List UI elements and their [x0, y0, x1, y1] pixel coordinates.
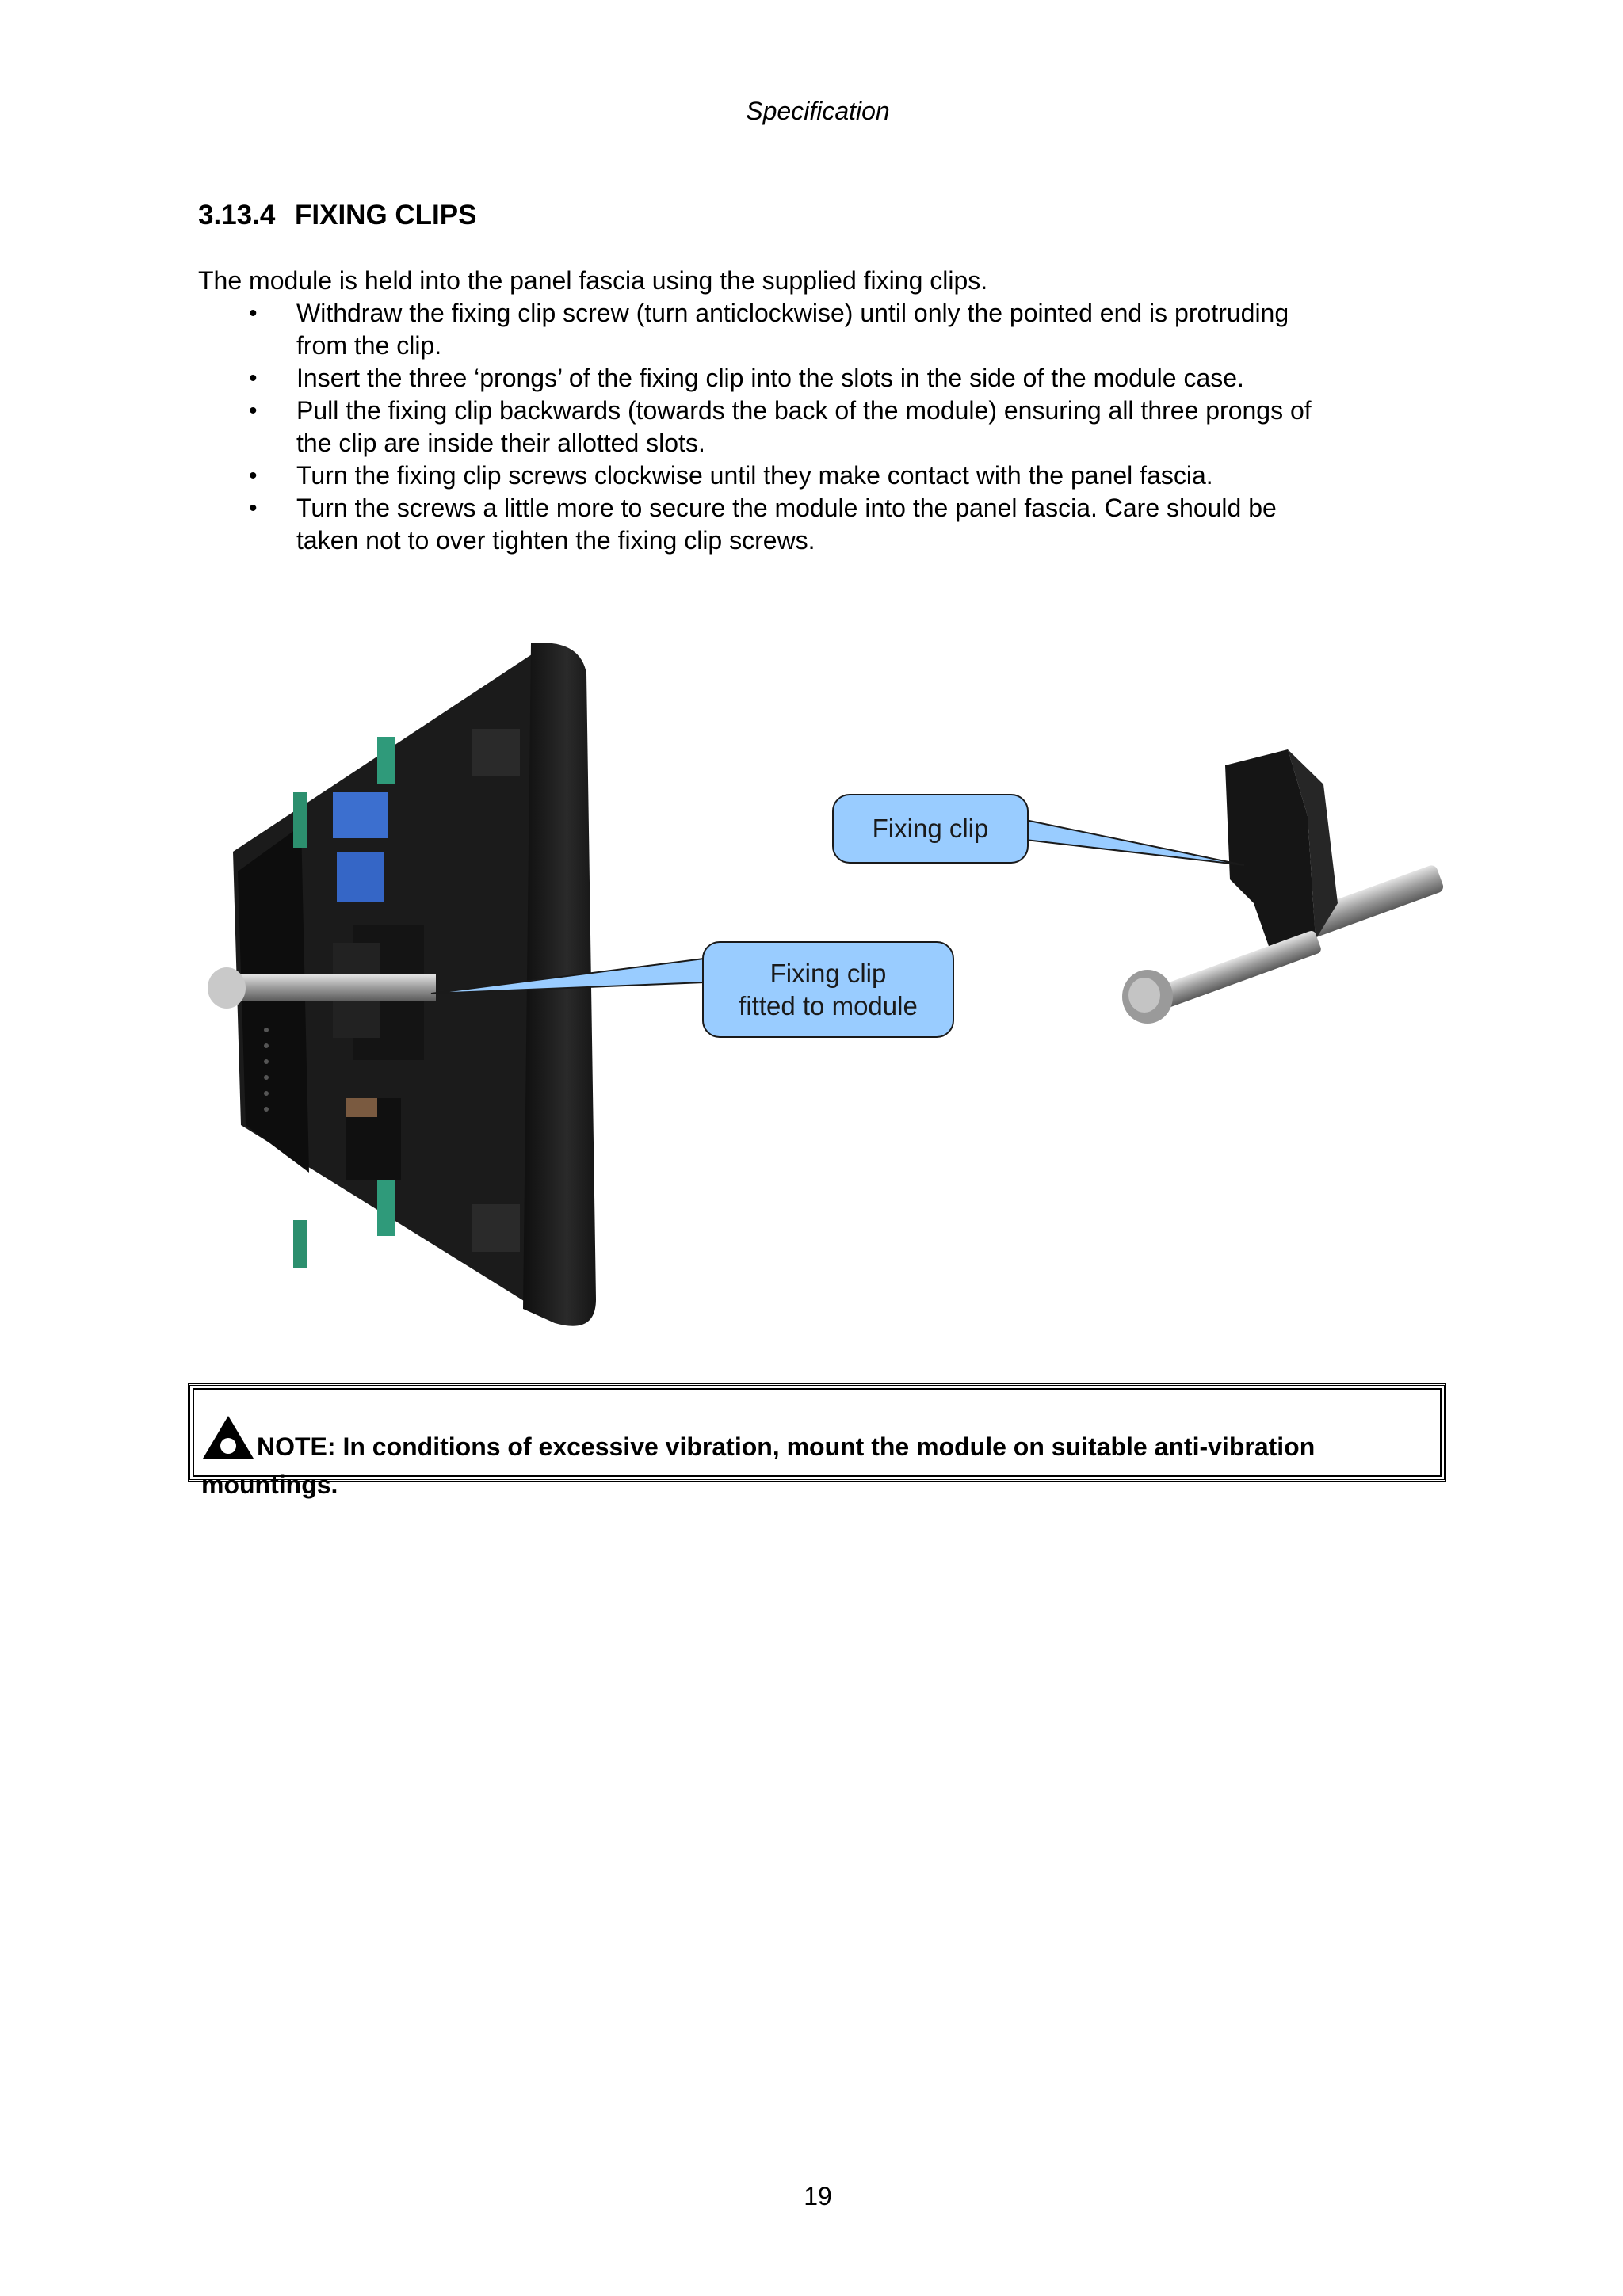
section-title-text: FIXING CLIPS — [295, 200, 477, 231]
note-box — [188, 1383, 1446, 1499]
instruction-list — [198, 297, 1434, 557]
bullet-icon: • — [249, 495, 258, 521]
page-number: 19 — [804, 2182, 832, 2210]
loose-fixing-clip — [1122, 749, 1445, 1024]
warning-triangle-icon — [201, 1414, 255, 1468]
callout-clip-pointer — [1025, 820, 1244, 865]
blue-connector — [333, 792, 388, 838]
running-header: Specification — [746, 97, 890, 125]
bullet-icon: • — [249, 300, 258, 326]
list-item: • Turn the screws a little more to secure the module into the panel fascia. Care should be taken not to over tighten the fixing clip screws. — [249, 494, 1277, 555]
list-item: • Insert the three ‘prongs’ of the fixing clip into the slots in the side of the module case. — [198, 362, 1434, 395]
section-number: 3.13.4 — [198, 200, 276, 231]
list-item: • Pull the fixing clip backwards (towards the back of the module) ensuring all three prongs of the clip are inside their allotted slots. — [249, 396, 1312, 457]
callout-fixing-clip: Fixing clip — [832, 794, 1029, 864]
list-item: • Withdraw the fixing clip screw (turn anticlockwise) until only the pointed end is protruding from the clip. — [249, 299, 1289, 360]
section-heading — [198, 200, 476, 231]
bullet-icon: • — [249, 365, 258, 391]
list-item: • Turn the fixing clip screws clockwise until they make contact with the panel fascia. — [198, 460, 1434, 492]
terminal-green-top — [377, 737, 395, 784]
module-screw-rod — [222, 974, 436, 1001]
callout-fixing-clip-fitted: Fixing clip fitted to module — [702, 941, 954, 1038]
note-text: NOTE: In conditions of excessive vibration, mount the module on suitable anti-vibration mountings. — [201, 1414, 1438, 1501]
bullet-icon: • — [249, 398, 258, 424]
intro-paragraph: The module is held into the panel fascia using the supplied fixing clips. — [198, 266, 988, 295]
fixing-clip-figure — [190, 618, 1458, 1347]
bullet-icon: • — [249, 463, 258, 489]
